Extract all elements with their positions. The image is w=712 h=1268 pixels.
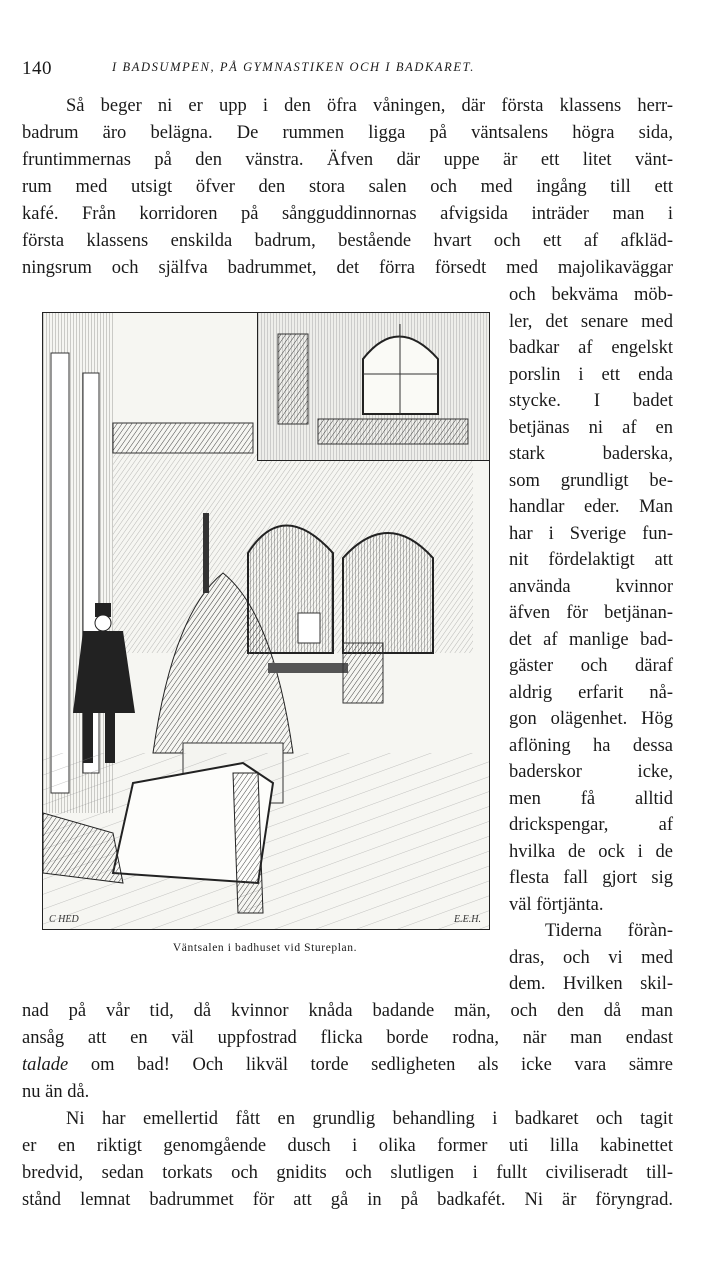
text-line: drickspengar, af bbox=[509, 815, 673, 835]
text-line: har i Sverige fun- bbox=[509, 523, 673, 544]
text-line: första klassens enskilda badrum, bestående hvart och ett af afkläd- bbox=[22, 231, 673, 251]
text-line: Ni har emellertid fått en grundlig behandling i badkaret och tagit bbox=[66, 1109, 673, 1129]
text-line: baderskor icke, bbox=[509, 762, 673, 782]
engraving-illustration bbox=[42, 312, 490, 930]
text-line: nad på vår tid, då kvinnor knåda badande män, och den då man bbox=[22, 1001, 673, 1021]
text-line: Tiderna föràn- bbox=[545, 921, 673, 941]
text-line-with-italic bbox=[22, 1052, 673, 1079]
text-line: använda kvinnor bbox=[509, 576, 673, 597]
running-head bbox=[22, 58, 672, 82]
text-line: aflöning ha dessa bbox=[509, 735, 673, 756]
text-line: badrum äro belägna. De rummen ligga på väntsalens högra sida, bbox=[22, 123, 673, 143]
text-line: bredvid, sedan torkats och gnidits och slutligen i fullt civiliseradt till- bbox=[22, 1163, 673, 1183]
inset-window-view bbox=[257, 312, 490, 461]
text-line: det af manlige bad- bbox=[509, 629, 673, 650]
text-line: gäster och däraf bbox=[509, 656, 673, 676]
text-line: och bekväma möb- bbox=[509, 285, 673, 305]
text-line: stark baderska, bbox=[509, 444, 673, 464]
text-line: Så beger ni er upp i den öfra våningen, där första klassens herr- bbox=[66, 96, 673, 116]
text-line: dem. Hvilken skil- bbox=[509, 974, 673, 994]
page-number: 140 bbox=[22, 58, 52, 79]
italic-word: talade bbox=[22, 1055, 69, 1075]
inset-drawing bbox=[258, 312, 490, 460]
text-line: äfven för betjänan- bbox=[509, 603, 673, 623]
text-line: fruntimmernas på den vänstra. Äfven där uppe är ett litet vänt- bbox=[22, 150, 673, 170]
text-line: nu än då. bbox=[22, 1082, 90, 1102]
text-line: stycke. I badet bbox=[509, 391, 673, 411]
text-span: om bad! Och likväl torde sedligheten als icke vara sämre bbox=[68, 1055, 673, 1075]
text-line: ansåg att en väl uppfostrad flicka borde rodna, när man endast bbox=[22, 1028, 673, 1048]
text-line: aldrig erfarit nå- bbox=[509, 682, 673, 703]
text-line: badkar af engelskt bbox=[509, 338, 673, 358]
text-line: nit fördelaktigt att bbox=[509, 550, 673, 570]
top-paragraph bbox=[22, 93, 673, 282]
side-text-column bbox=[509, 282, 673, 998]
text-line: ler, det senare med bbox=[509, 311, 673, 332]
text-line: er en riktigt genomgående dusch i olika former uti lilla kabinettet bbox=[22, 1136, 673, 1156]
running-head-title: I BADSUMPEN, PÅ GYMNASTIKEN OCH I BADKARET. bbox=[112, 60, 475, 74]
text-line: porslin i ett enda bbox=[509, 364, 673, 385]
bottom-paragraphs bbox=[22, 998, 673, 1214]
text-line: gon olägenhet. Hög bbox=[509, 709, 673, 729]
text-line: som grundligt be- bbox=[509, 470, 673, 491]
artist-signature-left: C HED bbox=[49, 914, 79, 925]
artist-signature-right: E.E.H. bbox=[454, 914, 481, 925]
text-line: handlar eder. Man bbox=[509, 497, 673, 517]
text-line: ningsrum och själfva badrummet, det förra försedt med majolikaväggar bbox=[22, 258, 673, 278]
text-line: väl förtjänta. bbox=[509, 894, 604, 915]
text-line: betjänas ni af en bbox=[509, 417, 673, 438]
figure-caption: Väntsalen i badhuset vid Stureplan. bbox=[172, 942, 358, 954]
text-line: kafé. Från korridoren på sångguddinnornas afvigsida inträder man i bbox=[22, 204, 673, 224]
text-line: hvilka de ock i de bbox=[509, 841, 673, 862]
text-line: men få alltid bbox=[509, 788, 673, 809]
text-line: flesta fall gjort sig bbox=[509, 868, 673, 888]
text-line: stånd lemnat badrummet för att gå in på badkafét. Ni är föryngrad. bbox=[22, 1190, 673, 1210]
text-line: rum med utsigt öfver den stora salen och med ingång till ett bbox=[22, 177, 673, 197]
text-line: dras, och vi med bbox=[509, 947, 673, 968]
